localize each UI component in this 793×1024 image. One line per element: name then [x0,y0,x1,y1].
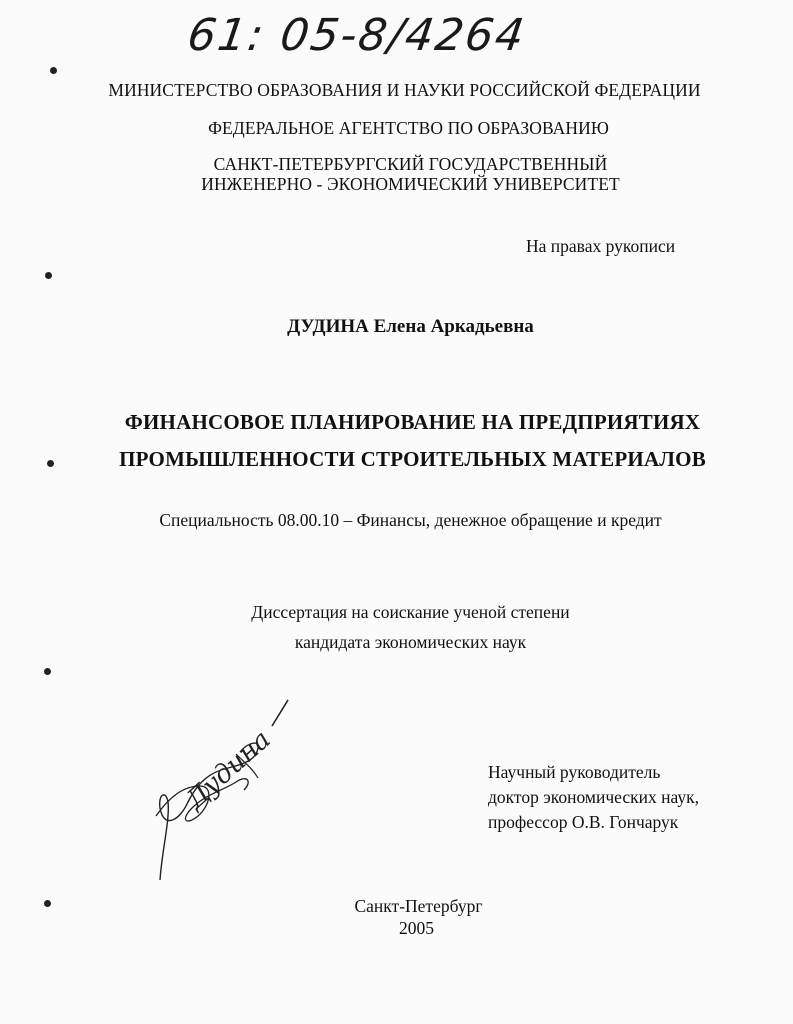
supervisor-name: профессор О.В. Гончарук [488,812,679,832]
degree-line2: кандидата экономических наук [294,632,527,652]
binder-hole-mark [45,272,52,279]
binder-hole-mark [50,67,57,74]
degree-line1: Диссертация на соискание ученой степени [251,602,570,622]
supervisor-degree: доктор экономических наук, [488,787,699,807]
specialty: Специальность 08.00.10 – Финансы, денежное обращение и кредит [159,510,662,530]
author-signature [140,690,310,890]
manuscript-note: На правах рукописи [526,236,676,256]
archive-stamp: 61: 05-8/4264 [184,10,530,61]
binder-hole-mark [44,668,51,675]
city: Санкт-Петербург [354,896,483,916]
year: 2005 [399,918,434,938]
author-name: ДУДИНА Елена Аркадьевна [287,316,534,337]
dissertation-title-line2: ПРОМЫШЛЕННОСТИ СТРОИТЕЛЬНЫХ МАТЕРИАЛОВ [119,447,706,471]
ministry-name: МИНИСТЕРСТВО ОБРАЗОВАНИЯ И НАУКИ РОССИЙСКОЙ ФЕДЕРАЦИИ [108,80,701,100]
agency-name: ФЕДЕРАЛЬНОЕ АГЕНТСТВО ПО ОБРАЗОВАНИЮ [208,118,609,138]
university-name-line1: САНКТ-ПЕТЕРБУРГСКИЙ ГОСУДАРСТВЕННЫЙ [213,154,608,174]
dissertation-title-line1: ФИНАНСОВОЕ ПЛАНИРОВАНИЕ НА ПРЕДПРИЯТИЯХ [124,410,701,434]
supervisor-label: Научный руководитель [488,762,661,782]
signature-lettering: Дудина [180,724,277,816]
university-name-line2: ИНЖЕНЕРНО - ЭКОНОМИЧЕСКИЙ УНИВЕРСИТЕТ [201,174,620,194]
